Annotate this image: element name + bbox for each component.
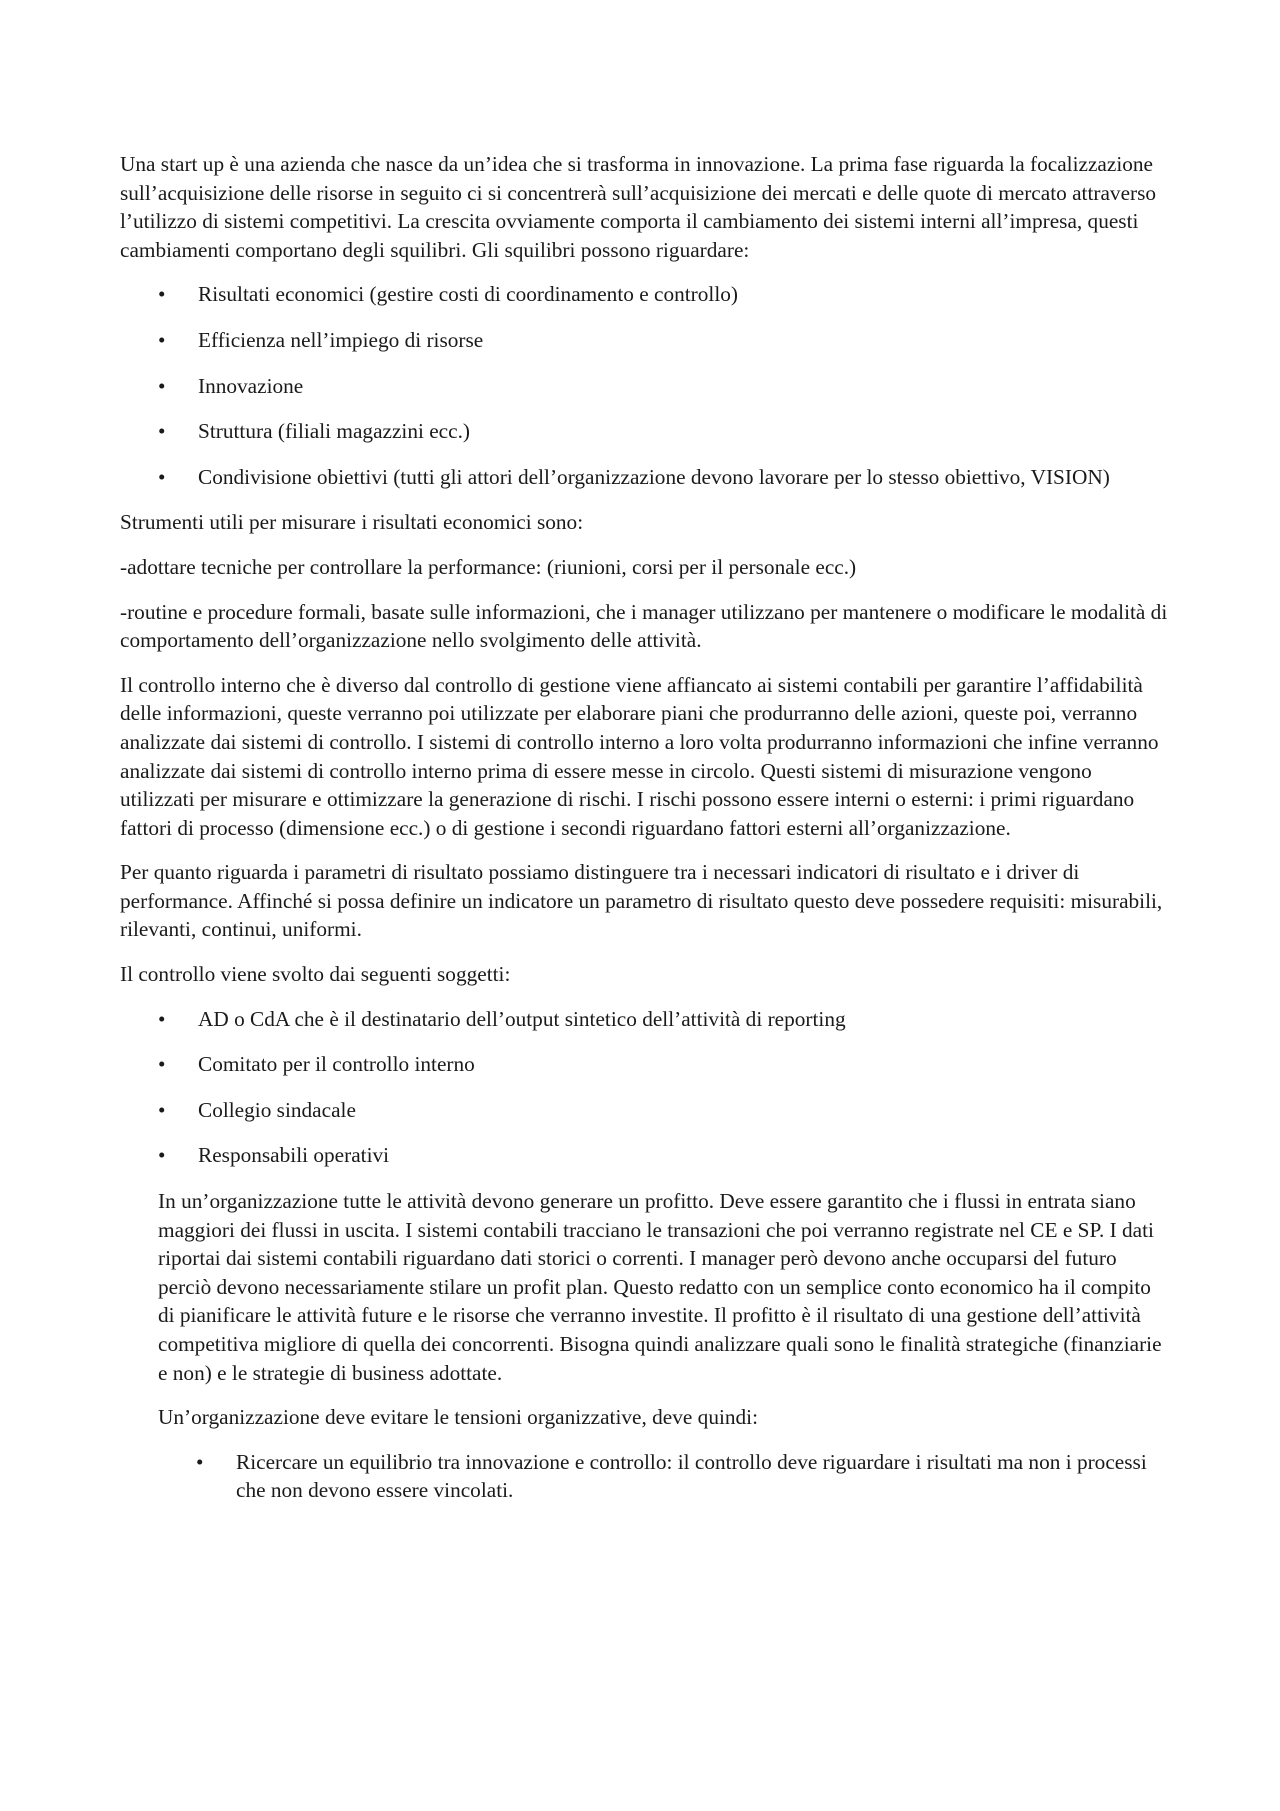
strumenti-intro: Strumenti utili per misurare i risultati economici sono: [120, 510, 584, 535]
list-item-text: Responsabili operativi [198, 1143, 390, 1168]
controllo-interno-paragraph: Il controllo interno che è diverso dal controllo di gestione viene affiancato ai sistemi contabili per garantire l’affidabilità delle informazioni, queste verranno poi utilizzate per elaborare piani che produrranno delle azioni, queste poi, verranno analizzate dai sistemi di controllo. I sistemi di controllo interno a loro volta produrranno informazioni che infine verranno analizzate dai sistemi di controllo interno prima di essere messe in circolo. Questi sistemi di misurazione vengono utilizzati per misurare e ottimizzare la generazione di rischi. I rischi possono essere interni o esterni: i primi riguardano fattori di processo (dimensione ecc.) o di gestione i secondi riguardano fattori esterni all’organizzazione. [120, 672, 1159, 840]
list-item-text: Efficienza nell’impiego di risorse [198, 327, 484, 352]
bullet-icon: • [158, 1097, 166, 1122]
document-page [120, 150, 1170, 1522]
list-item [120, 417, 1170, 446]
bullet-icon: • [158, 327, 166, 352]
list-item [120, 280, 1170, 309]
list-item-text: Struttura (filiali magazzini ecc.) [198, 419, 471, 444]
bullet-icon: • [158, 373, 166, 398]
tensioni-intro: Un’organizzazione deve evitare le tensioni organizzative, deve quindi: [158, 1405, 759, 1430]
strumento-1: -adottare tecniche per controllare la performance: (riunioni, corsi per il personale ecc.) [120, 554, 857, 579]
parametri-paragraph: Per quanto riguarda i parametri di risultato possiamo distinguere tra i necessari indicatori di risultato e i driver di performance. Affinché si possa definire un indicatore un parametro di risultato questo deve possedere requisiti: misurabili, rilevanti, continui, uniformi. [120, 860, 1163, 942]
list-item-text: Comitato per il controllo interno [198, 1052, 475, 1077]
bullet-icon: • [158, 1143, 166, 1168]
bullet-icon: • [158, 419, 166, 444]
tensioni-list [158, 1448, 1170, 1505]
list-item [120, 326, 1170, 355]
list-item-text: Risultati economici (gestire costi di coordinamento e controllo) [198, 282, 738, 307]
profitto-paragraph: In un’organizzazione tutte le attività devono generare un profitto. Deve essere garantito che i flussi in entrata siano maggiori dei flussi in uscita. I sistemi contabili tracciano le transazioni che poi verranno registrate nel CE e SP. I dati riportai dai sistemi contabili riguardano dati storici o correnti. I manager però devono anche occuparsi del futuro perciò devono necessariamente stilare un profit plan. Questo redatto con un semplice conto economico ha il compito di pianificare le attività future e le risorse che verranno investite. Il profitto è il risultato di una gestione dell’attività competitiva migliore di quella dei concorrenti. Bisogna quindi analizzare quali sono le finalità strategiche (finanziarie e non) e le strategie di business adottate. [158, 1189, 1162, 1385]
list-item [120, 463, 1170, 492]
list-item-text: Innovazione [198, 373, 304, 398]
bullet-icon: • [196, 1449, 204, 1474]
soggetti-intro: Il controllo viene svolto dai seguenti soggetti: [120, 962, 511, 987]
bullet-icon: • [158, 464, 166, 489]
bullet-icon: • [158, 282, 166, 307]
list-item-text: Ricercare un equilibrio tra innovazione e controllo: il controllo deve riguardare i risultati ma non i processi che non devono essere vincolati. [236, 1449, 1147, 1503]
list-item [120, 1050, 1170, 1079]
soggetti-list [120, 1005, 1170, 1170]
intro-paragraph: Una start up è una azienda che nasce da un’idea che si trasforma in innovazione. La prima fase riguarda la focalizzazione sull’acquisizione delle risorse in seguito ci si concentrerà sull’acquisizione dei mercati e delle quote di mercato attraverso l’utilizzo di sistemi competitivi. La crescita ovviamente comporta il cambiamento dei sistemi interni all’impresa, questi cambiamenti comportano degli squilibri. Gli squilibri possono riguardare: [120, 152, 1157, 262]
list-item-text: AD o CdA che è il destinatario dell’output sintetico dell’attività di reporting [198, 1006, 846, 1031]
list-item [120, 1005, 1170, 1034]
bullet-icon: • [158, 1052, 166, 1077]
strumento-2: -routine e procedure formali, basate sulle informazioni, che i manager utilizzano per mantenere o modificare le modalità di comportamento dell’organizzazione nello svolgimento delle attività. [120, 599, 1168, 653]
list-item-text: Collegio sindacale [198, 1097, 356, 1122]
list-item [120, 1096, 1170, 1125]
squilibri-list [120, 280, 1170, 491]
bullet-icon: • [158, 1006, 166, 1031]
list-item [120, 1141, 1170, 1170]
list-item [120, 372, 1170, 401]
list-item [158, 1448, 1170, 1505]
list-item-text: Condivisione obiettivi (tutti gli attori dell’organizzazione devono lavorare per lo stesso obiettivo, VISION) [198, 464, 1110, 489]
